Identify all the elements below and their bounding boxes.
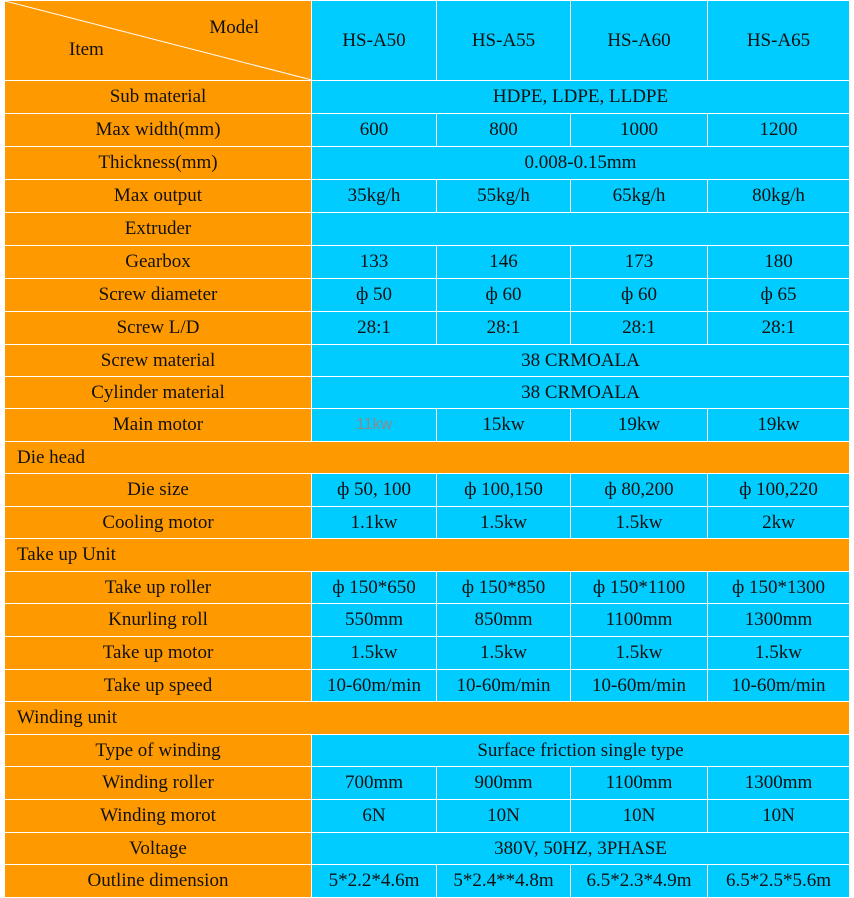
- row-value: 0.008-0.15mm: [312, 147, 850, 180]
- row-label: Cooling motor: [5, 507, 312, 539]
- table-row: [5, 800, 850, 833]
- row-value: ф 150*1100: [571, 572, 708, 604]
- row-label: Take up motor: [5, 637, 312, 670]
- table-row: [5, 81, 850, 114]
- row-label: Screw material: [5, 345, 312, 377]
- row-value: 1000: [571, 114, 708, 147]
- row-label: Extruder: [5, 213, 312, 246]
- row-value: 65kg/h: [571, 180, 708, 213]
- row-value: 10-60m/min: [571, 670, 708, 702]
- row-value: [312, 213, 850, 246]
- row-label: Max output: [5, 180, 312, 213]
- row-label: Cylinder material: [5, 377, 312, 409]
- section-title: Take up Unit: [5, 539, 850, 572]
- table-row: [5, 865, 850, 898]
- row-value: 700mm: [312, 767, 437, 800]
- table-row: [5, 377, 850, 409]
- row-value: ф 80,200: [571, 474, 708, 507]
- row-value: 800: [437, 114, 571, 147]
- model-label: Model: [209, 17, 259, 38]
- table-row: [5, 114, 850, 147]
- row-label: Winding roller: [5, 767, 312, 800]
- row-value: ф 60: [571, 279, 708, 312]
- row-value: Surface friction single type: [312, 735, 850, 767]
- row-value: 38 CRMOALA: [312, 345, 850, 377]
- row-value: 38 CRMOALA: [312, 377, 850, 409]
- model-hs-a50: HS-A50: [312, 1, 437, 81]
- row-value: 1300mm: [708, 767, 850, 800]
- row-value: 550mm: [312, 604, 437, 637]
- section-title: Die head: [5, 442, 850, 474]
- row-label: Sub material: [5, 81, 312, 114]
- row-value: 1.5kw: [312, 637, 437, 670]
- row-label: Winding morot: [5, 800, 312, 833]
- row-value: 28:1: [571, 312, 708, 345]
- row-value: ф 150*650: [312, 572, 437, 604]
- row-value: 80kg/h: [708, 180, 850, 213]
- header-corner-cell: [5, 1, 312, 81]
- row-label: Take up roller: [5, 572, 312, 604]
- row-value: 35kg/h: [312, 180, 437, 213]
- model-hs-a55: HS-A55: [437, 1, 571, 81]
- row-value: 10-60m/min: [708, 670, 850, 702]
- diagonal-divider: [5, 1, 312, 80]
- row-value: 28:1: [708, 312, 850, 345]
- row-value: 11kw: [312, 409, 437, 442]
- header-row: [5, 1, 850, 81]
- row-label: Main motor: [5, 409, 312, 442]
- row-label: Screw diameter: [5, 279, 312, 312]
- row-value: 1.5kw: [437, 507, 571, 539]
- row-value: 10-60m/min: [312, 670, 437, 702]
- table-row: [5, 637, 850, 670]
- row-label: Screw L/D: [5, 312, 312, 345]
- row-label: Voltage: [5, 833, 312, 865]
- row-value: 6N: [312, 800, 437, 833]
- row-value: ф 100,220: [708, 474, 850, 507]
- row-value: 380V, 50HZ, 3PHASE: [312, 833, 850, 865]
- row-value: 2kw: [708, 507, 850, 539]
- table-row: [5, 735, 850, 767]
- row-value: 1.5kw: [437, 637, 571, 670]
- row-label: Type of winding: [5, 735, 312, 767]
- row-value: 10-60m/min: [437, 670, 571, 702]
- row-value: 600: [312, 114, 437, 147]
- table-row: [5, 312, 850, 345]
- table-row: [5, 474, 850, 507]
- model-hs-a65: HS-A65: [708, 1, 850, 81]
- table-row: [5, 409, 850, 442]
- row-value: 19kw: [708, 409, 850, 442]
- row-label: Max width(mm): [5, 114, 312, 147]
- table-row: [5, 180, 850, 213]
- row-value: 10N: [437, 800, 571, 833]
- row-value: 173: [571, 246, 708, 279]
- table-row: [5, 670, 850, 702]
- row-value: 1.5kw: [571, 507, 708, 539]
- row-value: 28:1: [437, 312, 571, 345]
- spec-table: [4, 0, 850, 898]
- table-row: [5, 279, 850, 312]
- table-row: [5, 767, 850, 800]
- table-row: [5, 246, 850, 279]
- row-value: 900mm: [437, 767, 571, 800]
- item-label: Item: [69, 39, 104, 60]
- row-value: 1100mm: [571, 767, 708, 800]
- row-value: 55kg/h: [437, 180, 571, 213]
- model-hs-a60: HS-A60: [571, 1, 708, 81]
- row-value: ф 100,150: [437, 474, 571, 507]
- row-label: Outline dimension: [5, 865, 312, 898]
- row-value: HDPE, LDPE, LLDPE: [312, 81, 850, 114]
- row-value: 850mm: [437, 604, 571, 637]
- row-value: 180: [708, 246, 850, 279]
- row-value: 1100mm: [571, 604, 708, 637]
- row-value: 146: [437, 246, 571, 279]
- row-value: ф 150*1300: [708, 572, 850, 604]
- table-row: [5, 833, 850, 865]
- row-value: 1200: [708, 114, 850, 147]
- row-label: Gearbox: [5, 246, 312, 279]
- table-row: [5, 213, 850, 246]
- row-value: ф 65: [708, 279, 850, 312]
- row-value: 1.5kw: [571, 637, 708, 670]
- section-row-winding-unit: [5, 702, 850, 735]
- section-title: Winding unit: [5, 702, 850, 735]
- section-row-die-head: [5, 442, 850, 474]
- row-label: Die size: [5, 474, 312, 507]
- table-row: [5, 507, 850, 539]
- row-value: 19kw: [571, 409, 708, 442]
- row-value: ф 60: [437, 279, 571, 312]
- row-value: 28:1: [312, 312, 437, 345]
- row-label: Take up speed: [5, 670, 312, 702]
- row-label: Thickness(mm): [5, 147, 312, 180]
- row-value: 1300mm: [708, 604, 850, 637]
- table-row: [5, 147, 850, 180]
- row-value: 10N: [708, 800, 850, 833]
- row-value: ф 50, 100: [312, 474, 437, 507]
- table-row: [5, 604, 850, 637]
- row-value: 6.5*2.5*5.6m: [708, 865, 850, 898]
- row-label: Knurling roll: [5, 604, 312, 637]
- row-value: 133: [312, 246, 437, 279]
- table-row: [5, 345, 850, 377]
- row-value: 10N: [571, 800, 708, 833]
- table-row: [5, 572, 850, 604]
- section-row-take-up-unit: [5, 539, 850, 572]
- row-value: 5*2.4**4.8m: [437, 865, 571, 898]
- row-value: ф 150*850: [437, 572, 571, 604]
- row-value: 15kw: [437, 409, 571, 442]
- row-value: 1.1kw: [312, 507, 437, 539]
- row-value: 1.5kw: [708, 637, 850, 670]
- row-value: 6.5*2.3*4.9m: [571, 865, 708, 898]
- row-value: ф 50: [312, 279, 437, 312]
- row-value: 5*2.2*4.6m: [312, 865, 437, 898]
